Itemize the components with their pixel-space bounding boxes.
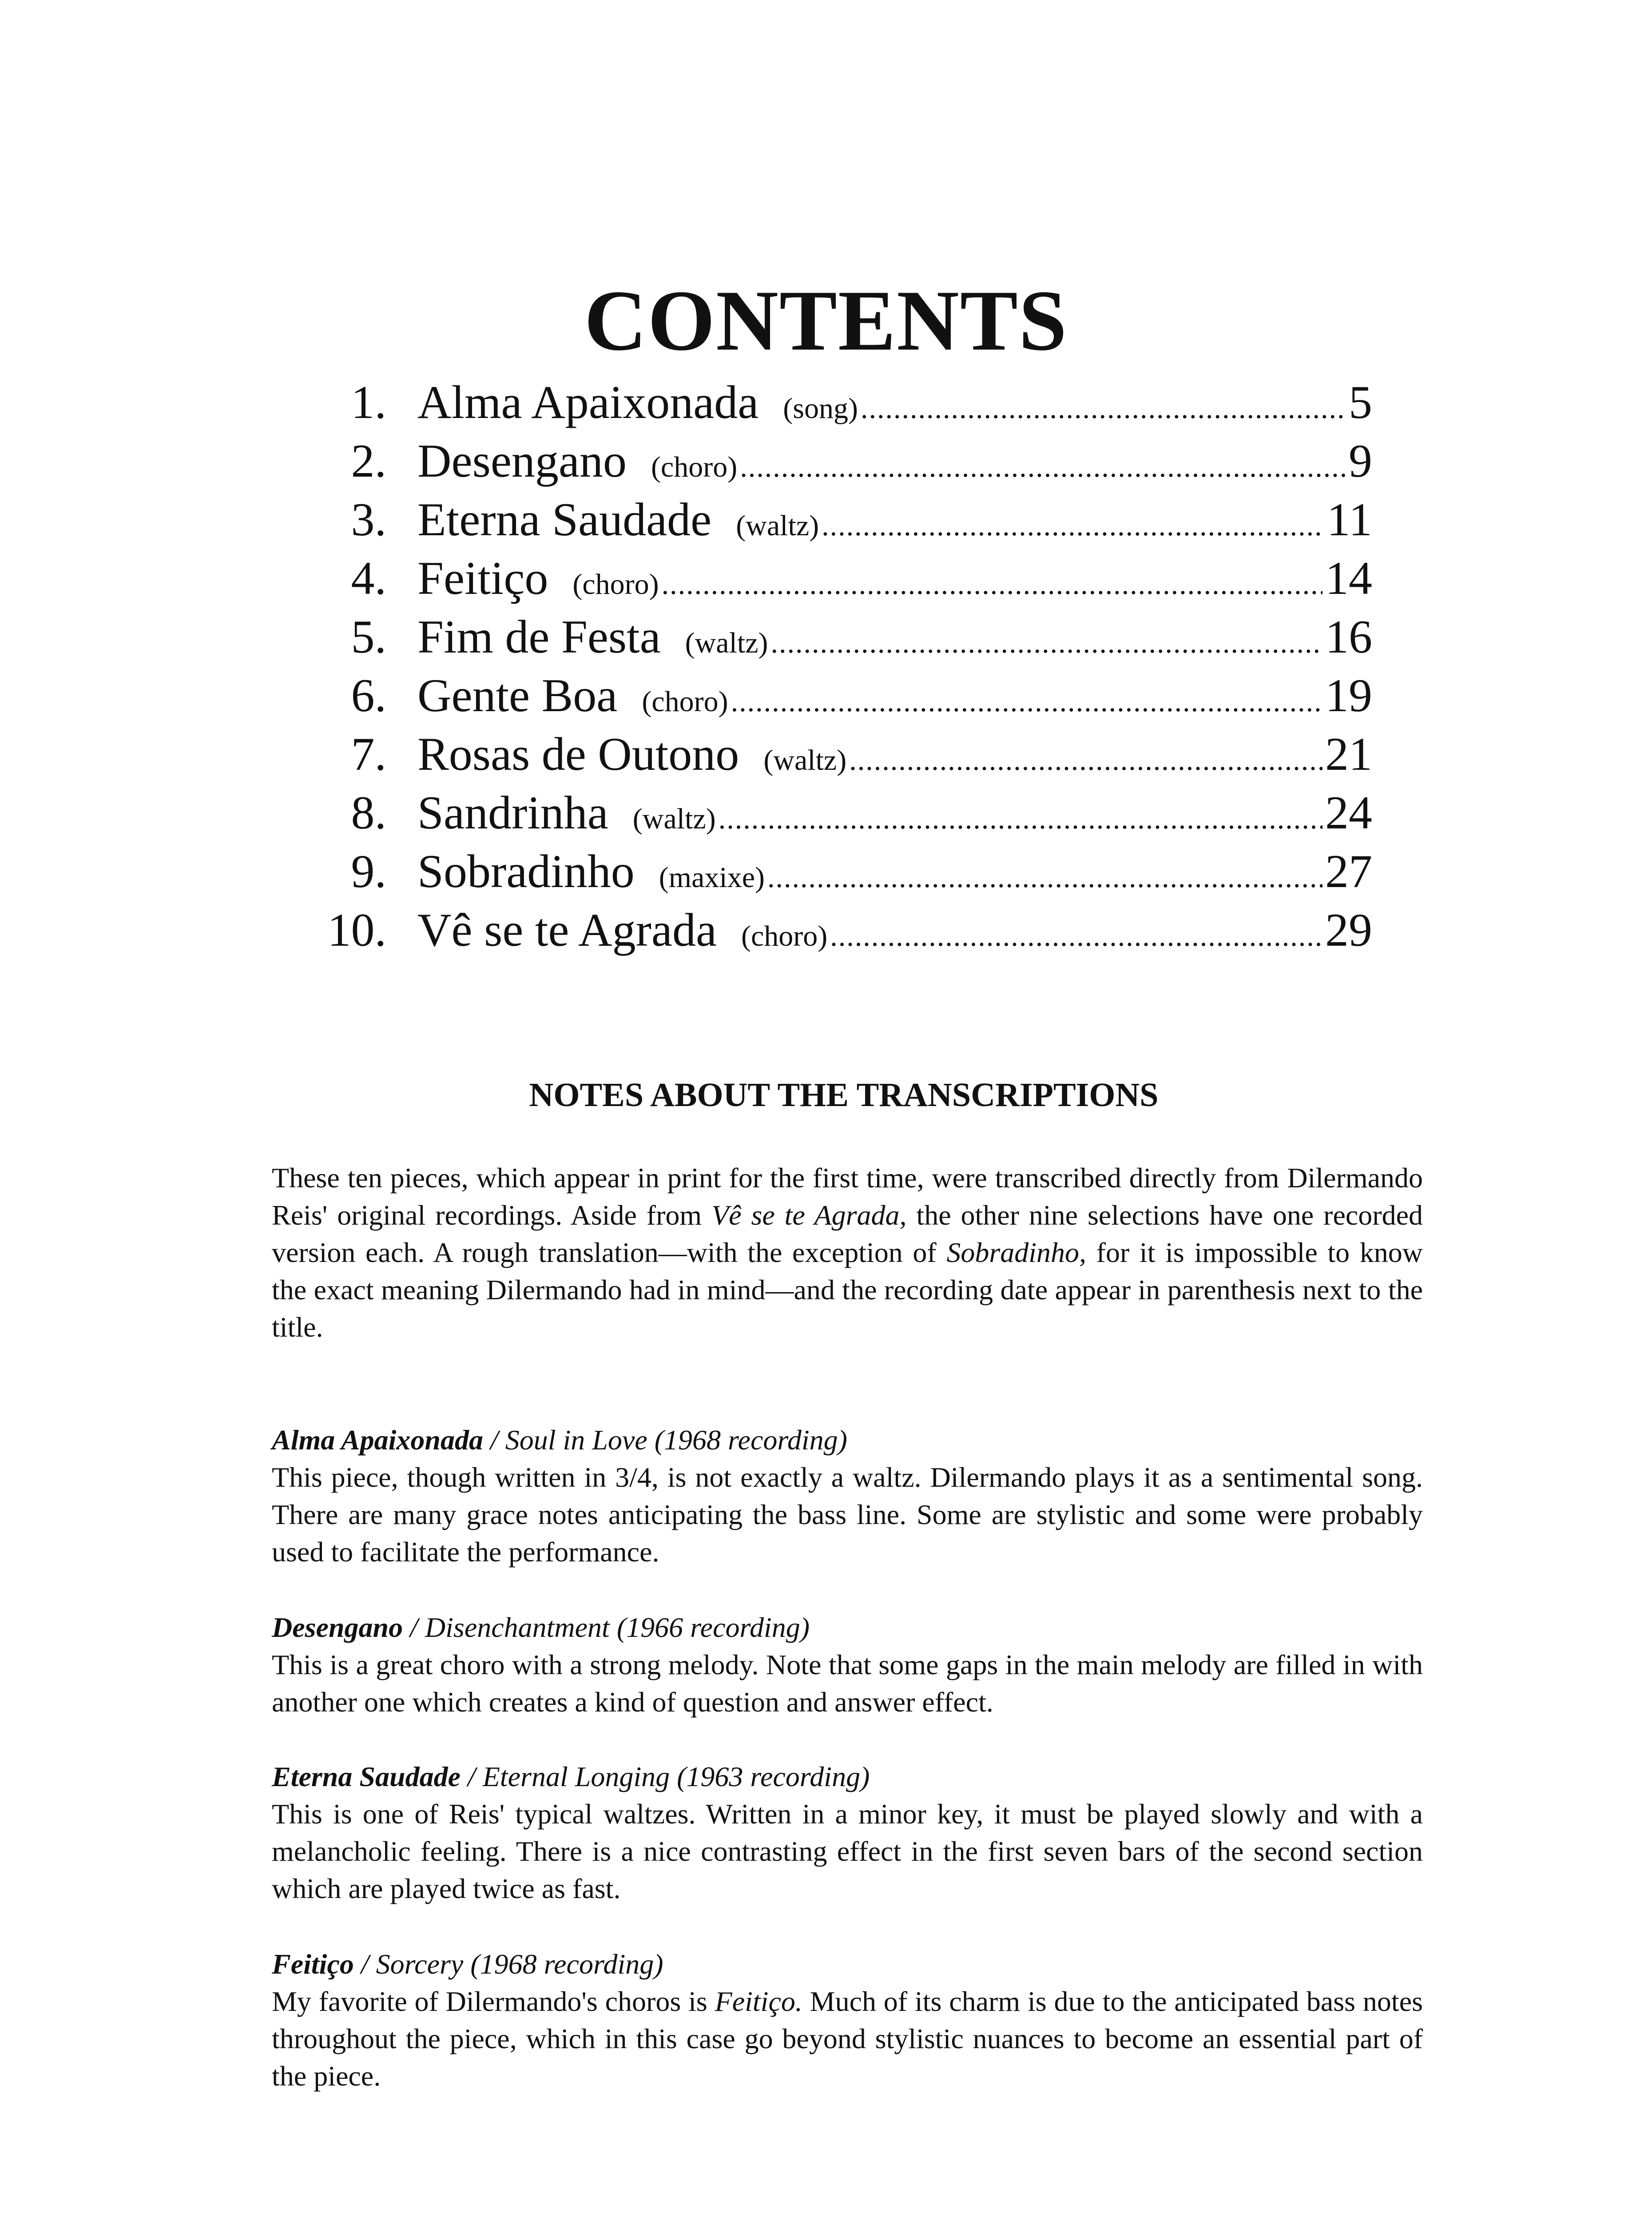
note-heading (272, 1609, 1423, 1646)
toc-leader-dots (731, 673, 1322, 731)
toc-leader-dots (771, 614, 1322, 673)
toc-number: 5. (351, 611, 386, 663)
toc-leader-dots (719, 790, 1322, 848)
note-title: Desengano (272, 1612, 403, 1643)
note-title: Alma Apaixonada (272, 1424, 483, 1456)
toc-number: 8. (351, 787, 386, 839)
toc-number: 2. (351, 435, 386, 487)
note-subtitle: / Eternal Longing (1963 recording) (460, 1761, 870, 1792)
page-title: CONTENTS (584, 273, 1068, 369)
note-body (272, 1983, 1423, 2095)
toc-entry (311, 608, 1372, 666)
toc-genre: (song) (783, 392, 858, 425)
toc-page-number: 21 (1325, 728, 1372, 780)
toc-page-number: 5 (1349, 376, 1372, 428)
toc-page-number: 27 (1325, 845, 1372, 897)
toc-genre: (choro) (642, 685, 728, 718)
toc-leader-dots (849, 731, 1322, 790)
toc-genre: (waltz) (736, 509, 819, 542)
toc-page-number: 16 (1325, 611, 1372, 663)
toc-entry (311, 549, 1372, 608)
note-heading (272, 1758, 1423, 1795)
toc-title: Feitiço (417, 552, 548, 604)
intro-paragraph (272, 1159, 1423, 1346)
toc-entry (311, 901, 1372, 959)
note-subtitle: / Sorcery (1968 recording) (353, 1948, 663, 1980)
toc-entry (311, 842, 1372, 901)
note-title: Eterna Saudade (272, 1761, 461, 1792)
note-section (272, 1609, 1423, 1721)
table-of-contents (311, 373, 1372, 959)
toc-leader-dots (861, 379, 1346, 438)
note-body: This is one of Reis' typical waltzes. Written in a minor key, it must be played slowly and with a melancholic feeling. There is a nice contrasting effect in the first seven bars of the second section which are played twice as fast. (272, 1798, 1423, 1904)
toc-genre: (waltz) (632, 803, 716, 835)
toc-title: Gente Boa (417, 669, 618, 721)
note-body-text: My favorite of Dilermando's choros is (272, 1986, 715, 2017)
toc-entry (311, 432, 1372, 490)
note-body-text: Much of its charm is due to the anticipated bass notes throughout the piece, which in this case go beyond stylistic nuances to become an essential part of the piece. (272, 1986, 1423, 2092)
toc-entry (311, 666, 1372, 725)
toc-entry (311, 725, 1372, 784)
toc-genre: (choro) (572, 568, 659, 601)
note-subtitle: / Soul in Love (1968 recording) (483, 1424, 847, 1456)
toc-entry (311, 490, 1372, 549)
toc-leader-dots (822, 497, 1324, 555)
toc-genre: (choro) (741, 920, 828, 952)
note-heading (272, 1946, 1423, 1983)
intro-text: for it is impossible to know the exact meaning Dilermando had in mind—and the recording date appear in parenthesis next to the title. (272, 1237, 1423, 1343)
toc-page-number: 24 (1325, 787, 1372, 839)
toc-number: 7. (351, 728, 386, 780)
toc-title: Sandrinha (417, 787, 608, 839)
toc-number: 9. (351, 845, 386, 897)
toc-number: 10. (327, 904, 386, 956)
toc-leader-dots (662, 555, 1322, 614)
note-body-italic: Feitiço. (715, 1986, 802, 2017)
intro-text: These ten pieces, which appear in print for the first time, were transcribed directly from Dilermando Reis' original recordings. Aside from (272, 1162, 1423, 1231)
toc-genre: (waltz) (763, 744, 847, 776)
toc-page-number: 19 (1325, 669, 1372, 721)
toc-title: Vê se te Agrada (417, 904, 717, 956)
toc-number: 3. (351, 494, 386, 545)
note-section (272, 1421, 1423, 1571)
toc-number: 1. (351, 376, 386, 428)
toc-title: Rosas de Outono (417, 728, 739, 780)
note-heading (272, 1421, 1423, 1459)
toc-title: Sobradinho (417, 845, 635, 897)
toc-entry (311, 784, 1372, 842)
toc-title: Eterna Saudade (417, 494, 712, 545)
toc-title: Desengano (417, 435, 627, 487)
note-body: This is a great choro with a strong melody. Note that some gaps in the main melody are filled in with another one which creates a kind of question and answer effect. (272, 1649, 1423, 1718)
toc-leader-dots (740, 438, 1346, 497)
toc-page-number: 29 (1325, 904, 1372, 956)
toc-number: 4. (351, 552, 386, 604)
intro-italic-title: Sobradinho, (946, 1237, 1087, 1268)
note-body: This piece, though written in 3/4, is not exactly a waltz. Dilermando plays it as a sentimental song. There are many grace notes anticipating the bass line. Some are stylistic and some were probably used to facilitate the performance. (272, 1461, 1423, 1568)
toc-page-number: 9 (1349, 435, 1372, 487)
note-title: Feitiço (272, 1948, 354, 1980)
toc-genre: (waltz) (685, 627, 768, 659)
toc-leader-dots (767, 848, 1322, 907)
note-section (272, 1946, 1423, 2095)
toc-genre: (choro) (651, 451, 738, 483)
intro-text: the other nine selections have one recorded version each. A rough translation—with the exception of (272, 1199, 1423, 1268)
note-subtitle: / Disenchantment (1966 recording) (403, 1612, 810, 1643)
toc-entry (311, 373, 1372, 432)
intro-italic-title: Vê se te Agrada, (711, 1199, 907, 1231)
toc-page-number: 11 (1326, 494, 1372, 545)
toc-leader-dots (830, 907, 1322, 966)
toc-page-number: 14 (1325, 552, 1372, 604)
toc-title: Alma Apaixonada (417, 376, 759, 428)
toc-genre: (maxixe) (659, 861, 765, 894)
note-section (272, 1758, 1423, 1907)
toc-title: Fim de Festa (417, 611, 661, 663)
notes-heading: NOTES ABOUT THE TRANSCRIPTIONS (529, 1076, 1159, 1114)
toc-number: 6. (351, 669, 386, 721)
